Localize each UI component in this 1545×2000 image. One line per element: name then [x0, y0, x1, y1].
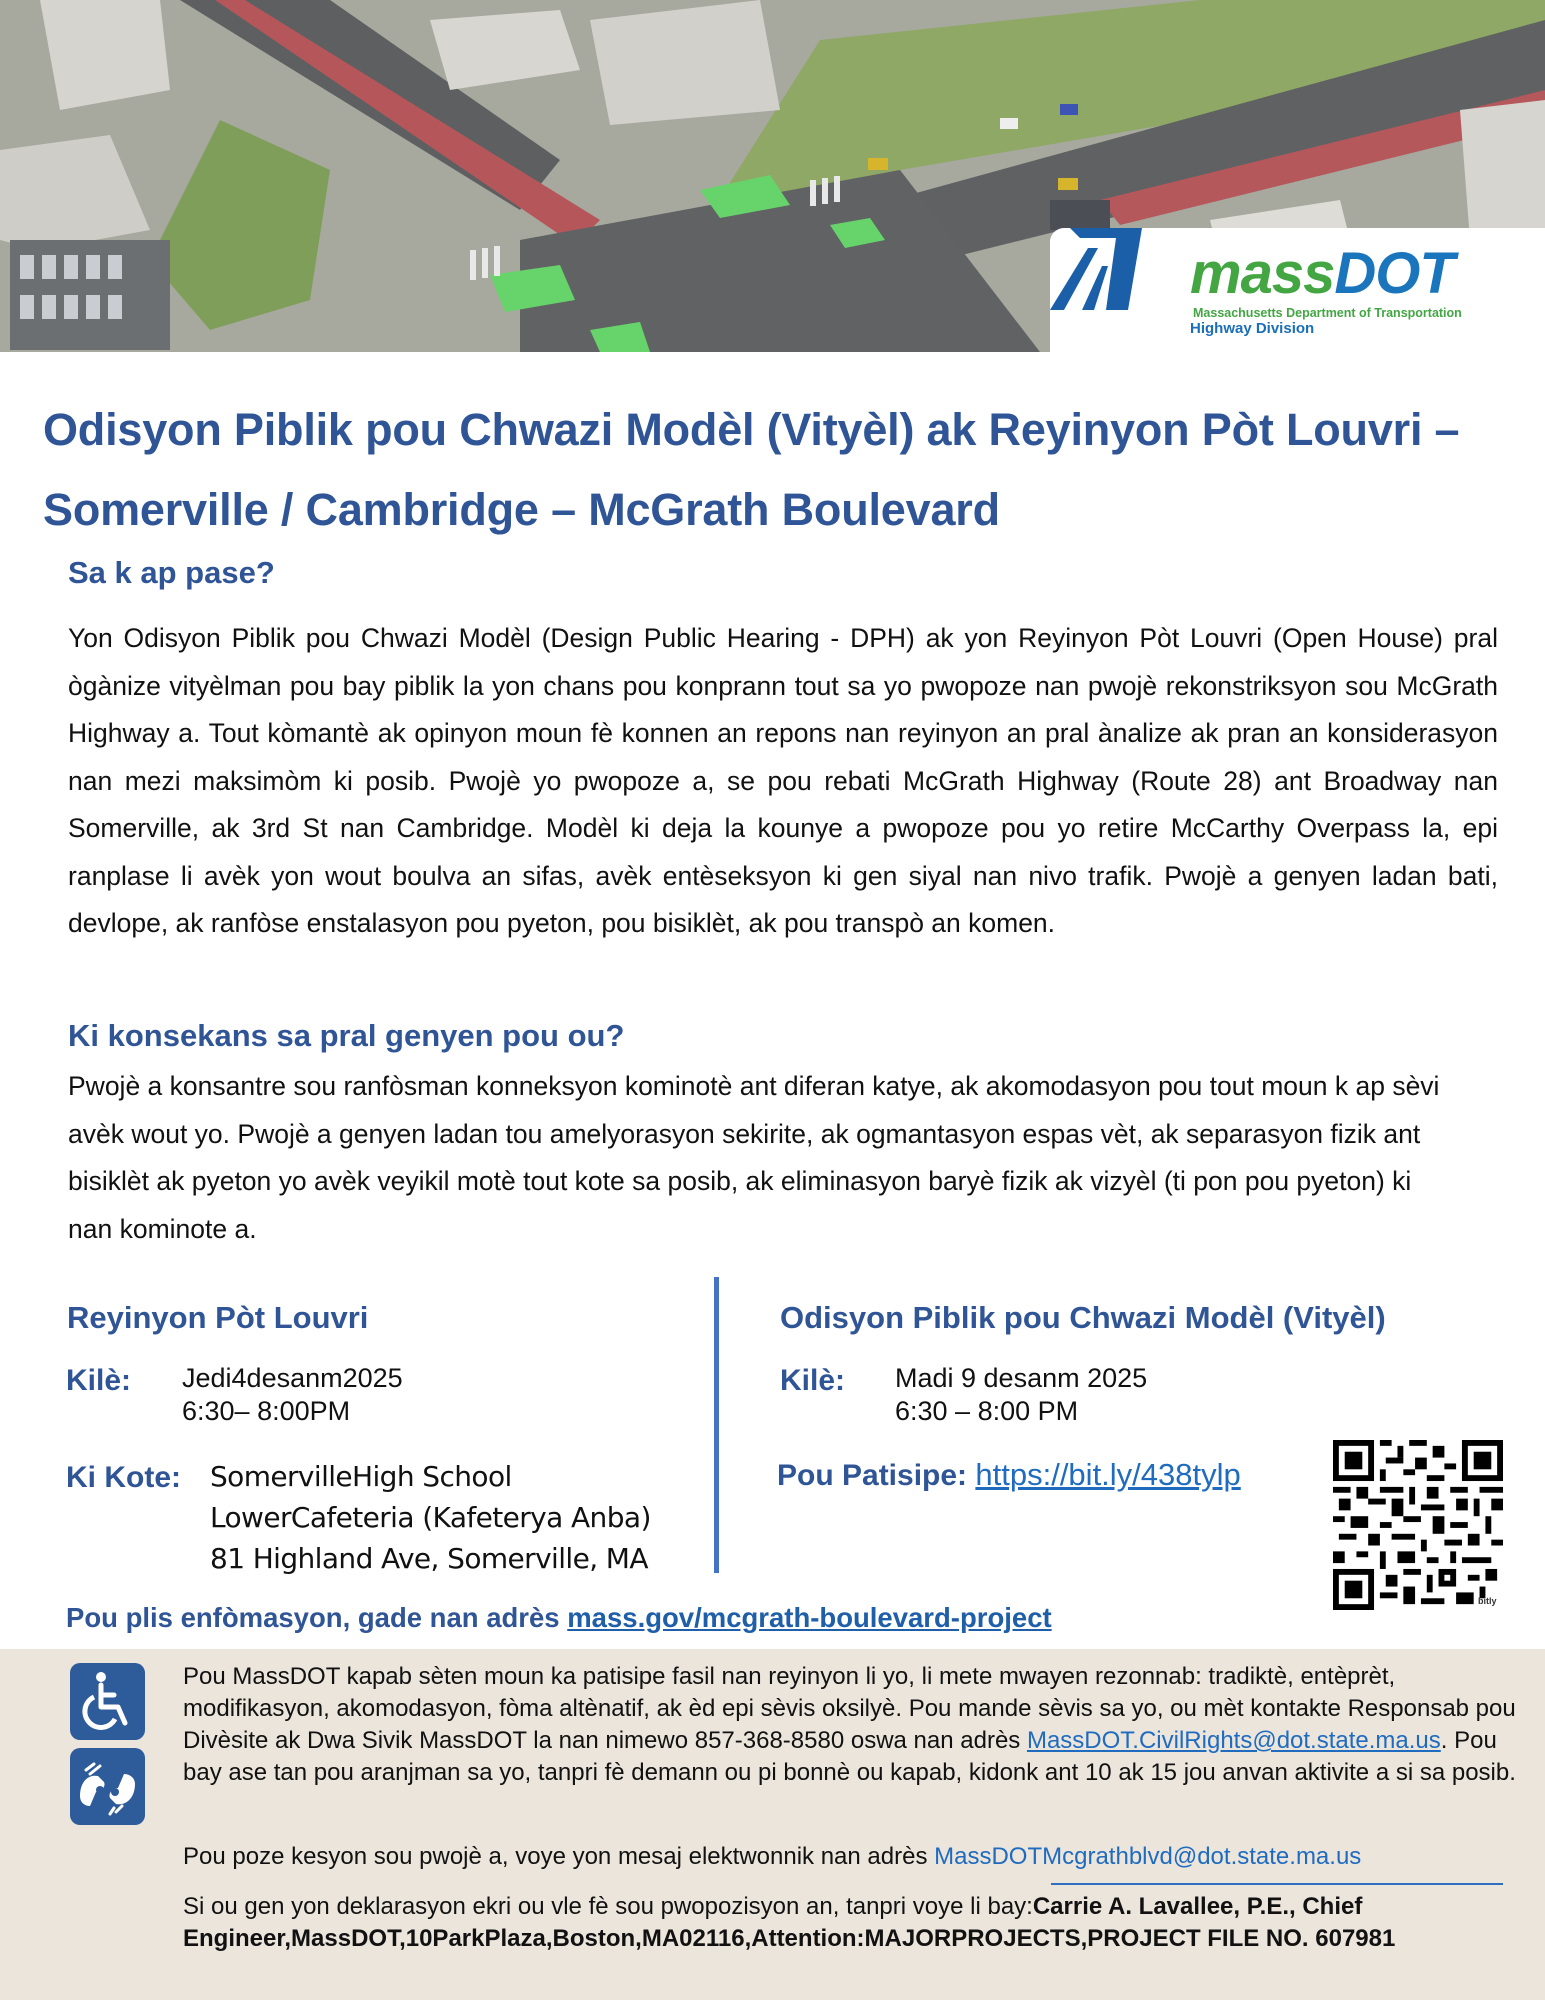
- more-info-text: Pou plis enfòmasyon, gade nan adrès: [66, 1602, 560, 1633]
- questions-notice: [183, 1841, 1545, 1873]
- section-body-impact: Pwojè a konsantre sou ranfòsman konneksyon kominotè ant diferan katye, ak akomodasyon pou tout moun k ap sèvi avèk wout yo. Pwojè a genyen ladan tou amelyorasyon sekirite, ak ogmantasyon espas vèt, ak separasyon fizik ant bisiklèt ak pyeton yo avèk veyikil motè tout kote sa posib, ak eliminasyon baryè fizik ak vizyèl (ti pon pou pyeton) ki nan kominote a.: [68, 1071, 1440, 1244]
- written-statement-text: Si ou gen yon deklarasyon ekri ou vle fè sou pwopozisyon an, tanpri voye li bay:: [183, 1893, 1033, 1920]
- hero-rendering: [0, 0, 1545, 352]
- logo-division: Highway Division: [1190, 320, 1315, 337]
- open-house-location-line: SomervilleHigh School: [210, 1460, 512, 1493]
- accessibility-text-end: . Pou bay ase tan pou aranjman sa yo, tanpri fè demann ou pi bonnè ou kapab, kidonk ant 10 ak 15 jou anvan aktivite a si sa posib.: [183, 1727, 1516, 1786]
- hearing-date: Madi 9 desanm 2025: [895, 1363, 1148, 1393]
- hearing-title: Odisyon Piblik pou Chwazi Modèl (Vityèl): [780, 1300, 1386, 1335]
- hearing-when-label: Kilè:: [780, 1364, 846, 1397]
- qr-code[interactable]: [1333, 1440, 1503, 1610]
- open-house-where-label: Ki Kote:: [66, 1461, 181, 1494]
- massdot-logo: [1050, 228, 1545, 352]
- open-house-time: 6:30– 8:00PM: [182, 1396, 351, 1426]
- open-house-when-label: Kilè:: [66, 1364, 132, 1397]
- mailing-address: Carrie A. Lavallee, P.E., Chief Engineer,MassDOT,10ParkPlaza,Boston,MA02116,Attention:MAJORPROJECTS,PROJECT FILE NO. 607981: [183, 1893, 1396, 1952]
- open-house-date: Jedi4desanm2025: [182, 1363, 403, 1393]
- hearing-time: 6:30 – 8:00 PM: [895, 1396, 1079, 1426]
- open-house-title: Reyinyon Pòt Louvri: [67, 1300, 369, 1335]
- project-email-underline: [1051, 1883, 1503, 1885]
- written-statement-notice: [183, 1891, 1473, 1955]
- participate-label: Pou Patisipe:: [777, 1459, 968, 1492]
- page-title: Odisyon Piblik pou Chwazi Modèl (Vityèl) ak Reyinyon Pòt Louvri – Somerville / Cambridge – McGrath Boulevard: [43, 404, 1460, 535]
- wheelchair-accessibility-icon: [70, 1663, 145, 1740]
- logo-subtitle: Massachusetts Department of Transportation: [1193, 306, 1462, 320]
- project-email-link[interactable]: MassDOTMcgrathblvd@dot.state.ma.us: [934, 1843, 1362, 1870]
- column-divider: [714, 1277, 719, 1573]
- section-heading-what: Sa k ap pase?: [68, 555, 275, 590]
- sign-language-interpretation-icon: [70, 1748, 145, 1825]
- project-website-link[interactable]: mass.gov/mcgrath-boulevard-project: [567, 1602, 1052, 1633]
- civil-rights-email-link[interactable]: MassDOT.CivilRights@dot.state.ma.us: [1026, 1727, 1441, 1754]
- more-info: [66, 1602, 1052, 1634]
- logo-word-dot: DOT: [1334, 241, 1454, 306]
- qr-brand-label: bitly: [1478, 1596, 1497, 1606]
- questions-text: Pou poze kesyon sou pwojè a, voye yon mesaj elektwonnik nan adrès: [183, 1843, 928, 1870]
- open-house-location-line: 81 Highland Ave, Somerville, MA: [210, 1542, 648, 1575]
- open-house-location-line: LowerCafeteria (Kafeterya Anba): [210, 1501, 651, 1534]
- accessibility-notice: [183, 1661, 1533, 1789]
- massdot-road-icon: [1050, 228, 1142, 310]
- accessibility-text: Pou MassDOT kapab sèten moun ka patisipe fasil nan reyinyon li yo, li mete mwayen rezonnab: tradiktè, entèprèt, modifikasyon, akomodasyon, fòma altènatif, ak èd epi sèvis oksilyè. Pou mande sèvis sa yo, ou mèt kontakte Responsab pou Divèsite ak Dwa Sivik MassDOT la nan nimewo 857-368-8580 oswa nan adrès: [183, 1663, 1516, 1754]
- section-heading-impact: Ki konsekans sa pral genyen pou ou?: [68, 1018, 625, 1053]
- logo-word-mass: mass: [1190, 241, 1335, 306]
- participate-link[interactable]: https://bit.ly/438tylp: [975, 1457, 1241, 1492]
- section-body-what: Yon Odisyon Piblik pou Chwazi Modèl (Design Public Hearing - DPH) ak yon Reyinyon Pòt Louvri (Open House) pral ògànize vityèlman pou bay piblik la yon chans pou konprann tout sa yo pwopoze nan pwojè rekonstriksyon sou McGrath Highway a. Tout kòmantè ak opinyon moun fè konnen an repons nan reyinyon an pral ànalize ak pran an konsiderasyon nan mezi maksimòm ki posib. Pwojè yo pwopoze a, se pou rebati McGrath Highway (Route 28) ant Broadway nan Somerville, ak 3rd St nan Cambridge. Modèl ki deja la kounye a pwopoze pou yo retire McCarthy Overpass la, epi ranplase li avèk yon wout boulva an sifas, avèk entèseksyon ki gen siyal nan nivo trafik. Pwojè a genyen ladan bati, devlope, ak ranfòse enstalasyon pou pyeton, pou bisiklèt, ak pou transpò an komen.: [68, 623, 1498, 938]
